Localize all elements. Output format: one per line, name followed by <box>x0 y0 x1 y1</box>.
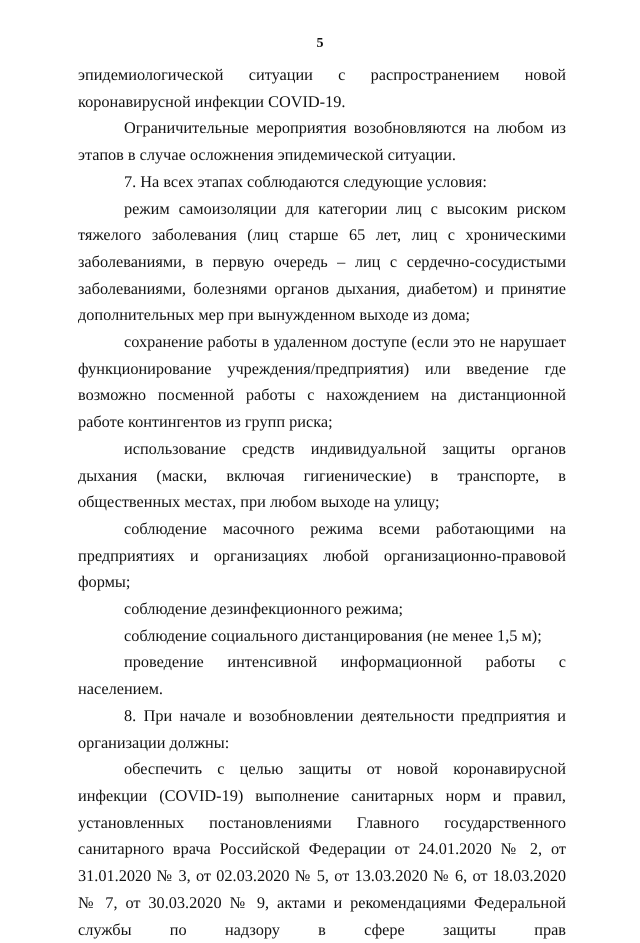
paragraph-ppe: использование средств индивидуальной защиты органов дыхания (маски, включая гигиенические) в транспорте, в общественных местах, при любом выходе на улицу; <box>78 438 566 512</box>
paragraph-item-7: 7. На всех этапах соблюдаются следующие условия: <box>124 171 487 191</box>
paragraph-restrictions-resume: Ограничительные мероприятия возобновляются на любом из этапов в случае осложнения эпидемической ситуации. <box>78 118 566 165</box>
paragraph-remote-work: сохранение работы в удаленном доступе (если это не нарушает функционирование учреждения/предприятия) или введение где возможно посменной работы с нахождением на дистанционной работе контингентов из групп риска; <box>78 332 566 432</box>
paragraph-distancing: соблюдение социального дистанцирования (не менее 1,5 м); <box>124 625 542 645</box>
paragraph-sanitary-norms: обеспечить с целью защиты от новой коронавирусной инфекции (COVID-19) выполнение санитарных норм и правил, установленных постановлениями Главного государственного санитарного врача Российской Федерации от 24.01.2020 № 2, от 31.01.2020 № 3, от 02.03.2020 № 5, от 13.03.2020 № 6, от 18.03.2020 № 7, от 30.03.2020 № 9, актами и рекомендациями Федеральной службы по надзору в сфере защиты прав <box>78 759 566 939</box>
paragraph-mask-regime: соблюдение масочного режима всеми работающими на предприятиях и организациях любой организационно-правовой формы; <box>78 518 566 592</box>
document-body <box>78 62 566 943</box>
paragraph-item-8: 8. При начале и возобновлении деятельности предприятия и организации должны: <box>78 705 566 752</box>
page-number: 5 <box>316 36 324 51</box>
paragraph-information: проведение интенсивной информационной работы с населением. <box>78 652 566 699</box>
paragraph-self-isolation: режим самоизоляции для категории лиц с высоким риском тяжелого заболевания (лиц старше 65 лет, лиц с хроническими заболеваниями, в первую очередь – лиц с сердечно-сосудистыми заболеваниями, болезнями органов дыхания, диабетом) и принятие дополнительных мер при вынужденном выходе из дома; <box>78 198 566 325</box>
paragraph-disinfection: соблюдение дезинфекционного режима; <box>124 599 404 619</box>
paragraph-continuation: эпидемиологической ситуации с распространением новой коронавирусной инфекции COVID-19. <box>78 65 566 111</box>
